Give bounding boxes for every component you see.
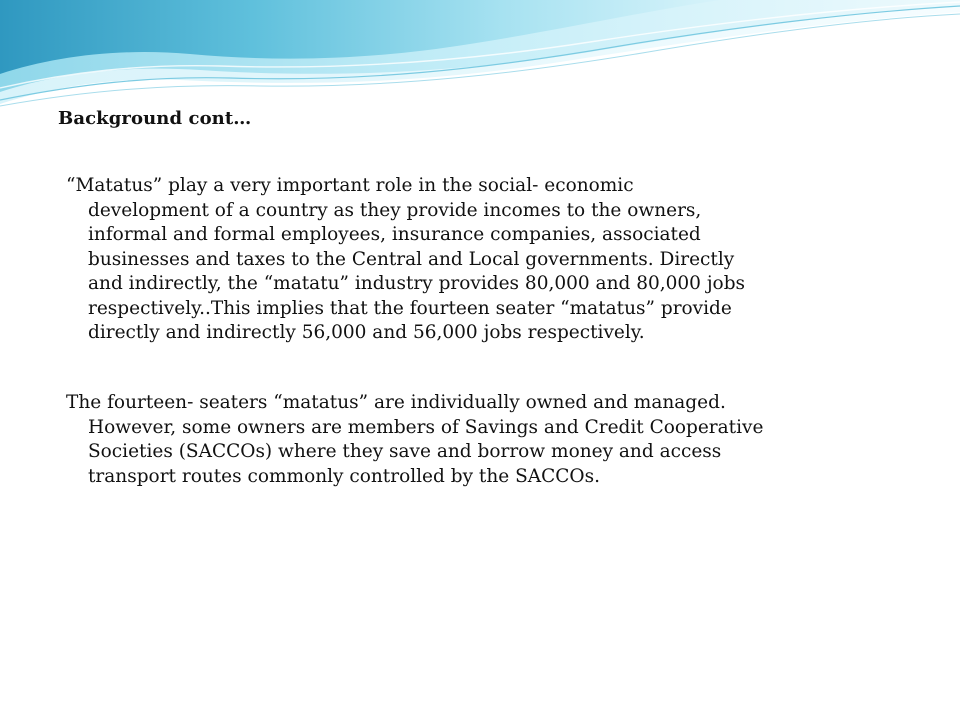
paragraph-line: and indirectly, the “matatu” industry provides 80,000 and 80,000 jobs: [88, 273, 746, 294]
paragraph-line: directly and indirectly 56,000 and 56,000 jobs respectively.: [88, 322, 645, 343]
paragraph-line: respectively..This implies that the fourteen seater “matatus” provide: [88, 297, 732, 319]
paragraph-matatus-role: [66, 174, 746, 346]
paragraph-line: transport routes commonly controlled by the SACCOs.: [88, 465, 600, 487]
paragraph-line: The fourteen- seaters “matatus” are individually owned and managed.: [66, 392, 726, 413]
paragraph-line: informal and formal employees, insurance companies, associated: [88, 224, 701, 245]
paragraph-line: However, some owners are members of Savings and Credit Cooperative: [88, 416, 764, 438]
paragraph-ownership: [66, 391, 764, 489]
slide-heading: Background cont…: [58, 108, 252, 129]
paragraph-line: “Matatus” play a very important role in the social- economic: [66, 175, 634, 196]
paragraph-line: development of a country as they provide incomes to the owners,: [88, 199, 702, 221]
header-wave-decoration: [0, 0, 960, 115]
paragraph-line: businesses and taxes to the Central and Local governments. Directly: [88, 248, 735, 270]
paragraph-line: Societies (SACCOs) where they save and borrow money and access: [88, 441, 722, 462]
